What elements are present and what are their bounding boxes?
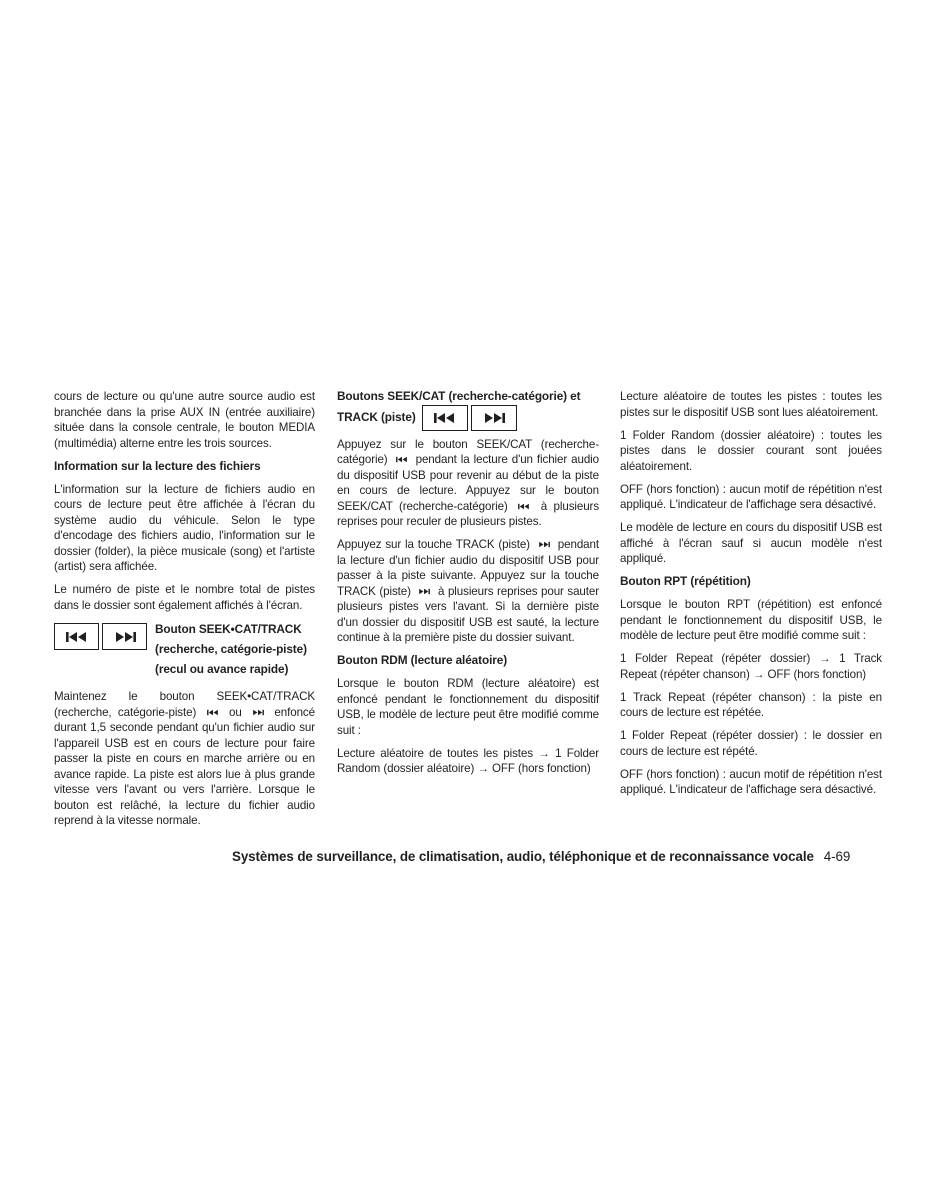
seek-back-button-illustration — [54, 623, 99, 650]
heading-boutons-seek-track — [337, 389, 599, 431]
seek-track-buttons-inline — [422, 405, 520, 431]
paragraph-information: L'information sur la lecture de fichiers audio en cours de lecture peut être affichée à l'écran du système audio du véhicule. Selon le type d'encodage des fichiers audio, l'information sur le dossier (folder), la pièce musicale (song) et l'artiste (artist) sera affichée. — [54, 482, 315, 573]
seek-back-button-illustration — [422, 405, 468, 431]
page-footer — [232, 848, 882, 866]
paragraph-seek-cat — [337, 437, 599, 530]
paragraph-seek-cat-part-b: pendant la lecture d'un fichier audio du dispositif USB pour revenir au début de la piste en cours de lecture. Appuyez sur le bouton SEEK/CAT (recherche-catégorie) — [337, 453, 600, 513]
page-number: 4-69 — [823, 849, 851, 864]
paragraph-off-2: OFF (hors fonction) : aucun motif de répétition n'est appliqué. L'indicateur de l'affichage sera désactivé. — [620, 767, 882, 796]
heading-bouton-rpt: Bouton RPT (répétition) — [620, 574, 751, 588]
track-forward-button-illustration — [471, 405, 517, 431]
skip-back-icon — [206, 708, 220, 717]
paragraph-track-part-c: à plusieurs reprises pour sauter plusieurs pistes vers l'avant. Si la dernière piste d'un dossier du dispositif USB est sauté, la lecture continue à la première piste du dossier suivant. — [337, 584, 600, 644]
paragraph-rpt-sequence: 1 Folder Repeat (répéter dossier) → 1 Track Repeat (répéter chanson) → OFF (hors fonction) — [620, 652, 882, 681]
skip-forward-icon — [112, 631, 138, 643]
skip-forward-icon — [251, 708, 265, 717]
paragraph-track-part-a: Appuyez sur la touche TRACK (piste) — [337, 538, 530, 551]
skip-forward-icon — [537, 540, 551, 549]
heading-information-lecture: Information sur la lecture des fichiers — [54, 458, 261, 473]
skip-back-icon — [517, 502, 531, 511]
paragraph-maintenez-ou: ou — [228, 705, 242, 719]
column-3 — [620, 389, 882, 805]
paragraph-seek-cat-part-c: à plusieurs reprises pour reculer de plusieurs pistes. — [337, 499, 600, 528]
heading-boutons-text: Boutons SEEK/CAT (recherche-catégorie) et TRACK (piste) — [337, 389, 581, 424]
paragraph-folder-random: 1 Folder Random (dossier aléatoire) : toutes les pistes dans le dossier courant sont jouées aléatoirement. — [620, 428, 882, 473]
paragraph-track-part-b: pendant la lecture d'un fichier audio du dispositif USB pour passer à la piste suivante. Appuyez sur la touche TRACK (piste) — [337, 538, 599, 598]
heading-seek-cat-track: Bouton SEEK•CAT/TRACK (recherche, catégorie-piste) (recul ou avance rapide) — [155, 622, 307, 676]
paragraph-modele-lecture: Le modèle de lecture en cours du dispositif USB est affiché à l'écran sauf si aucun modèle n'est appliqué. — [620, 521, 882, 565]
seek-track-heading-block — [54, 623, 315, 679]
seek-track-buttons — [54, 623, 150, 650]
paragraph-folder-repeat: 1 Folder Repeat (répéter dossier) : le dossier en cours de lecture est répété. — [620, 729, 882, 758]
paragraph-off-1: OFF (hors fonction) : aucun motif de répétition n'est appliqué. L'indicateur de l'affichage sera désactivé. — [620, 482, 882, 511]
skip-forward-icon — [481, 412, 507, 424]
heading-bouton-rdm: Bouton RDM (lecture aléatoire) — [337, 653, 508, 667]
paragraph-numero-piste: Le numéro de piste et le nombre total de pistes dans le dossier sont également affichés à l'écran. — [54, 583, 315, 612]
paragraph-maintenez-part-b: enfoncé durant 1,5 seconde pendant qu'un fichier audio sur l'appareil USB est en cours de lecture pour faire passer la piste en cours en marche arrière ou en avance rapide. La piste est alors lue à plus grande vitesse vers l'avant ou vers l'arrière. Lorsque le bouton est relâché, la lecture du fichier audio reprend à la vitesse normale. — [54, 705, 315, 827]
paragraph-maintenez-part-a: Maintenez le bouton SEEK•CAT/TRACK (recherche, catégorie-piste) — [54, 690, 315, 719]
paragraph-rdm: Lorsque le bouton RDM (lecture aléatoire) est enfoncé pendant le fonctionnement du dispositif USB, le modèle de lecture peut être modifié comme suit : — [337, 677, 599, 737]
paragraph-intro: cours de lecture ou qu'une autre source audio est branchée dans la prise AUX IN (entrée auxiliaire) située dans la console centrale, le bouton MEDIA (multimédia) alterne entre les trois sources. — [54, 390, 315, 450]
track-forward-button-illustration — [102, 623, 147, 650]
paragraph-rpt: Lorsque le bouton RPT (répétition) est enfoncé pendant le fonctionnement du dispositif USB, le modèle de lecture peut être modifié comme suit : — [620, 598, 882, 642]
paragraph-track-repeat: 1 Track Repeat (répéter chanson) : la piste en cours de lecture est répétée. — [620, 690, 882, 719]
footer-section-title: Systèmes de surveillance, de climatisation, audio, téléphonique et de reconnaissance vocale — [232, 849, 814, 864]
skip-forward-icon — [417, 587, 431, 596]
paragraph-seek-cat-part-a: Appuyez sur le bouton SEEK/CAT (recherche-catégorie) — [337, 437, 599, 466]
skip-back-icon — [432, 412, 458, 424]
column-2 — [337, 389, 599, 784]
paragraph-track — [337, 537, 599, 646]
skip-back-icon — [395, 455, 409, 464]
paragraph-rdm-sequence: Lecture aléatoire de toutes les pistes → 1 Folder Random (dossier aléatoire) → OFF (hors fonction) — [337, 746, 599, 775]
column-1 — [54, 389, 315, 836]
skip-back-icon — [64, 631, 90, 643]
paragraph-maintenez — [54, 689, 315, 829]
paragraph-lecture-aleatoire: Lecture aléatoire de toutes les pistes : toutes les pistes sur le dispositif USB sont lues aléatoirement. — [620, 390, 882, 419]
